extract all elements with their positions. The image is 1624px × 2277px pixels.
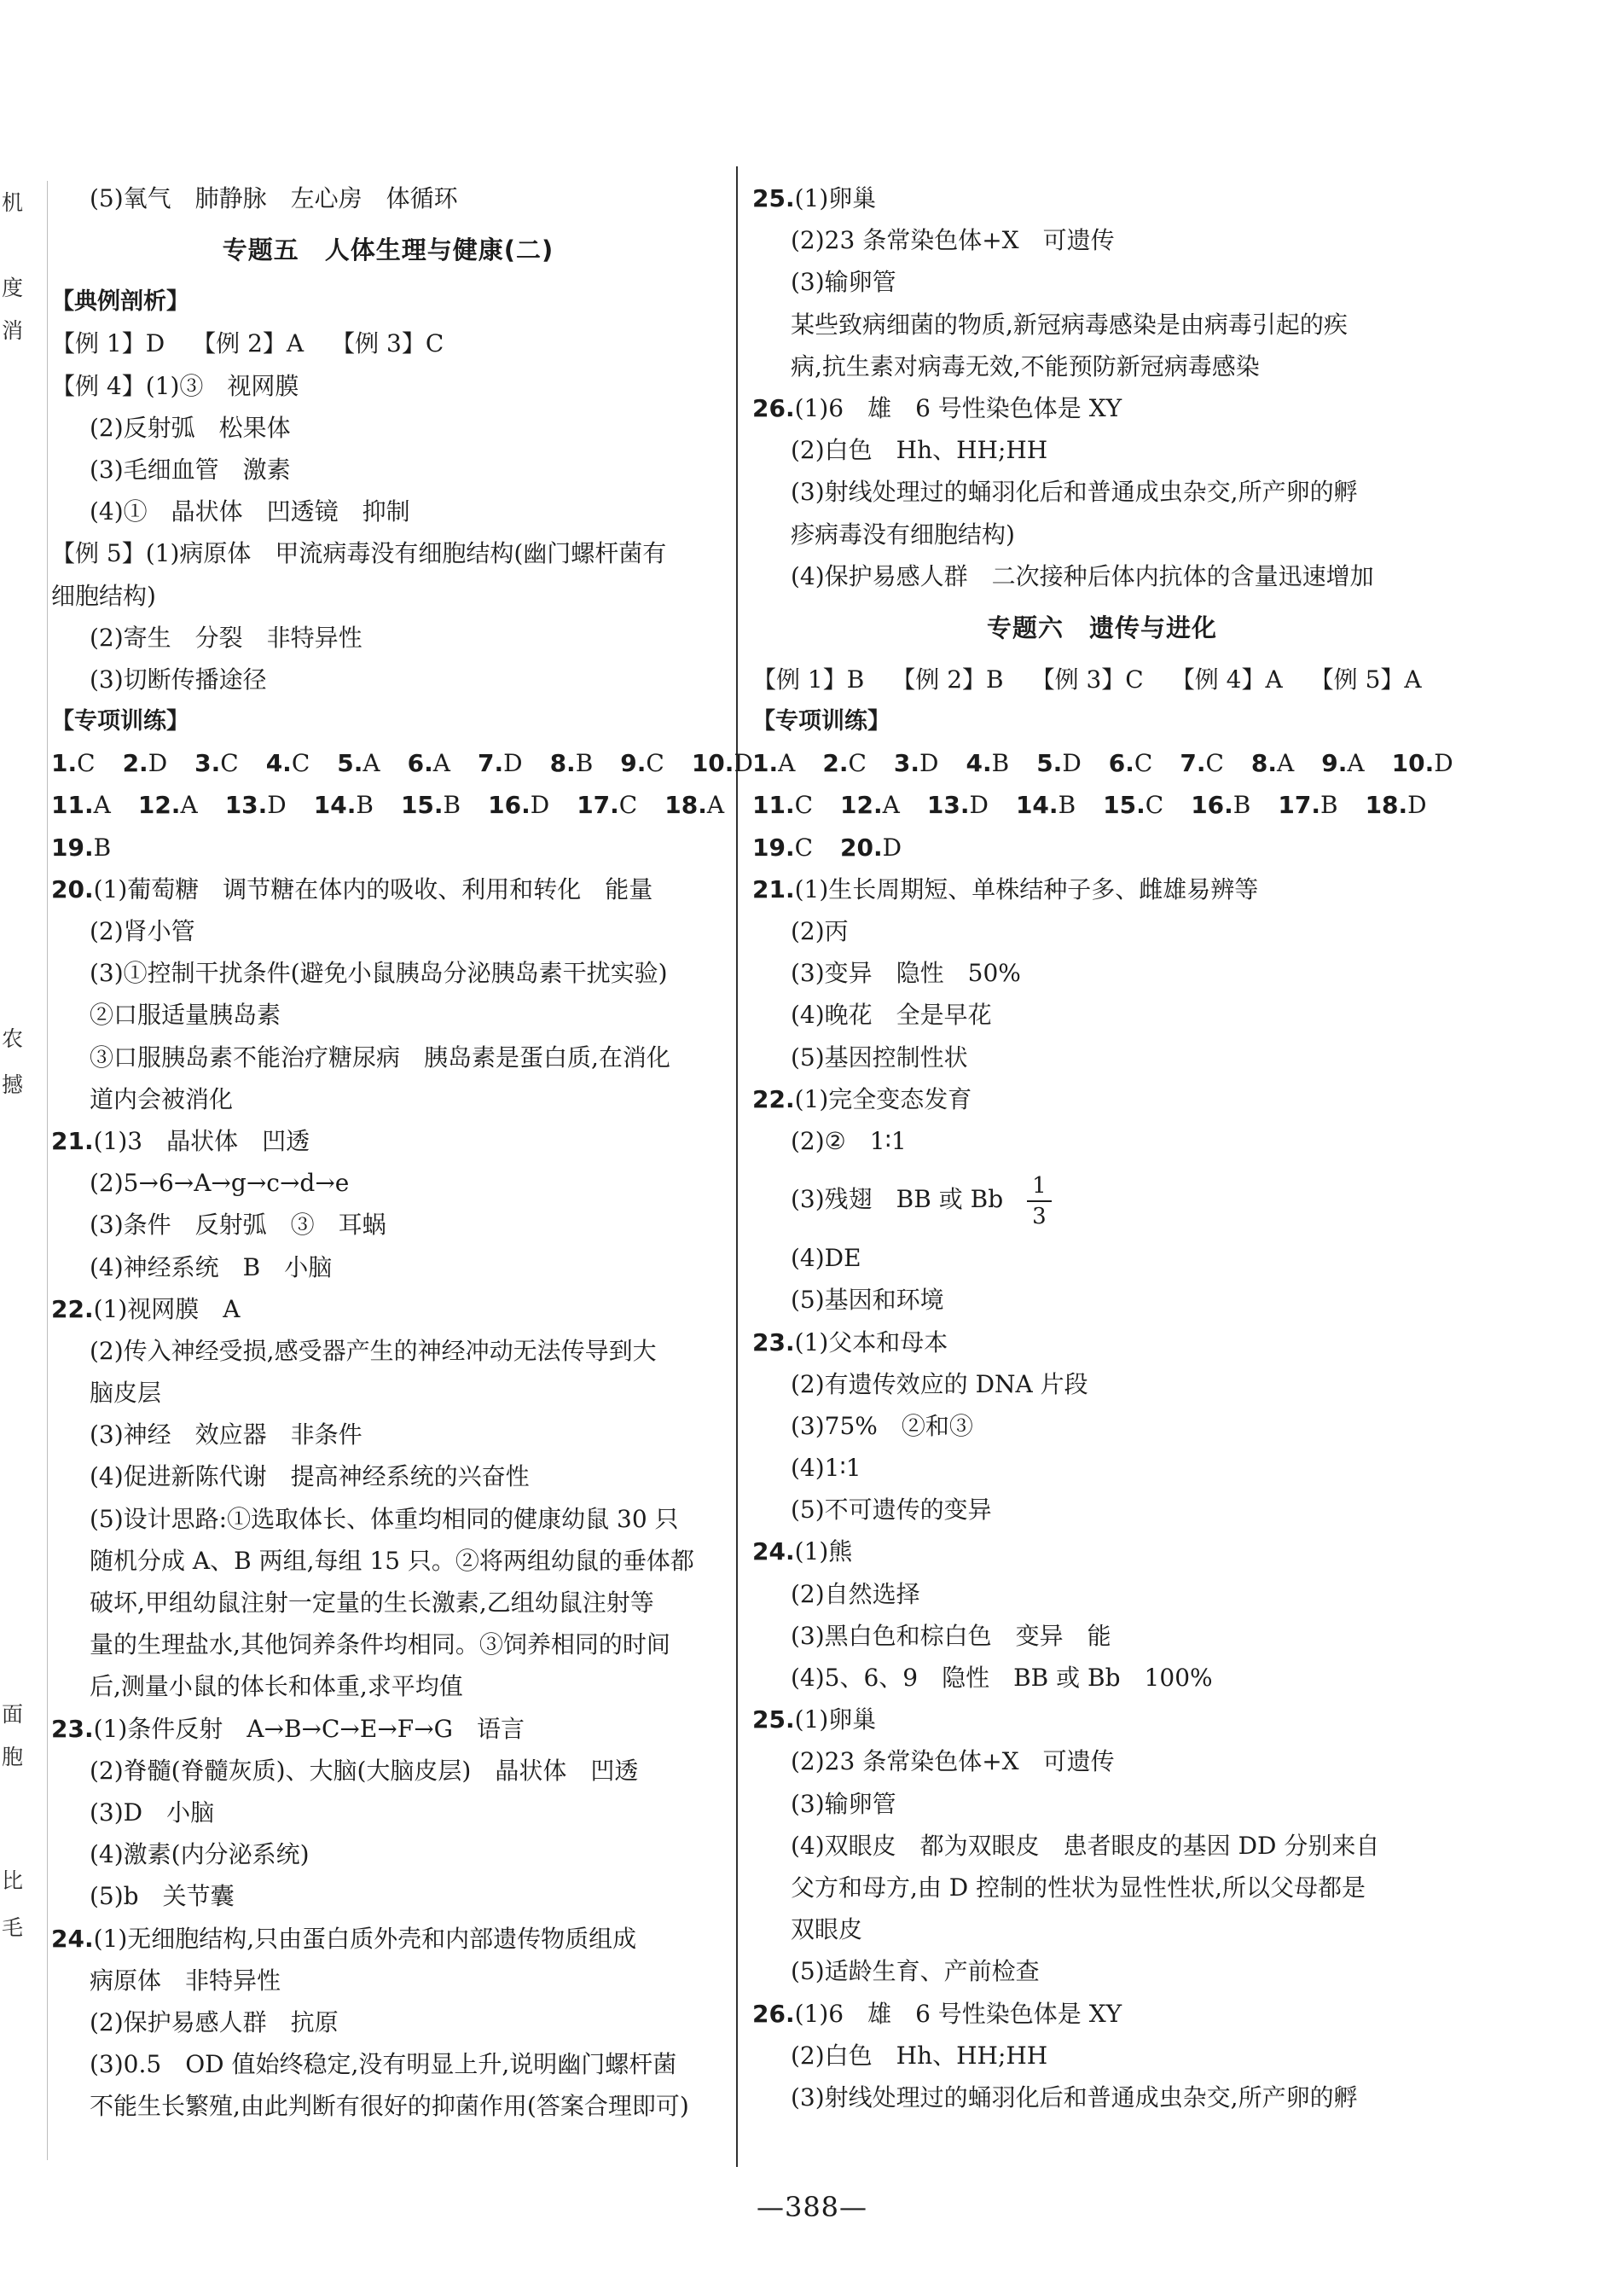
answer-choice: C	[1205, 749, 1224, 778]
answer-line: (5)基因控制性状	[791, 1043, 968, 1072]
answer-choice: B	[991, 749, 1010, 778]
example-answer: 【例 4】A	[1170, 665, 1283, 694]
mc-answer-row	[752, 827, 1452, 868]
edge-char: 面	[2, 1702, 24, 1727]
fraction	[1027, 1171, 1052, 1231]
edge-char: 撼	[2, 1072, 24, 1097]
mc-answer	[194, 742, 239, 784]
question-number: 20.	[840, 833, 883, 862]
mc-answer	[123, 742, 168, 784]
example-answer: 【例 2】A	[192, 329, 304, 358]
edge-char: 消	[2, 318, 24, 343]
question-number: 10.	[1391, 749, 1435, 778]
example-answer: 【例 2】B	[891, 665, 1004, 694]
answer-line: (2)有遗传效应的 DNA 片段	[791, 1369, 1088, 1398]
mc-answer	[927, 784, 989, 826]
answer-line: (3)切断传播途径	[90, 665, 267, 694]
answer-line: 病原体 非特异性	[90, 1966, 281, 1995]
question-number: 4.	[966, 749, 992, 778]
question-number: 16.	[1191, 791, 1233, 820]
right-column	[752, 177, 1452, 2118]
answer-choice: B	[1058, 791, 1076, 820]
answer-line: 双眼皮	[791, 1915, 863, 1944]
answer-line: (3)射线处理过的蛹羽化后和普通成虫杂交,所产卵的孵	[791, 2082, 1358, 2111]
answer-line: 疹病毒没有细胞结构)	[791, 520, 1015, 549]
answer-choice: B	[575, 749, 594, 778]
answer-text: (1)条件反射 A→B→C→E→F→G 语言	[93, 1714, 525, 1743]
question-number: 6.	[1108, 749, 1134, 778]
question-number: 2.	[822, 749, 849, 778]
answer-line: (3)D 小脑	[90, 1798, 215, 1827]
answer-choice: D	[882, 833, 902, 862]
answer-line: (5)b 关节囊	[90, 1882, 235, 1911]
answer-choice: A	[432, 749, 450, 778]
mc-answer	[1191, 784, 1250, 826]
edge-char: 机	[2, 190, 24, 215]
mc-answer	[577, 784, 637, 826]
mc-answer	[408, 742, 450, 784]
question-number: 14.	[1015, 791, 1058, 820]
mc-answer	[1251, 742, 1294, 784]
answer-line: (3)毛细血管 激素	[90, 455, 291, 484]
mc-answer	[51, 784, 111, 826]
answer-line	[752, 1162, 1452, 1237]
answer-line: (2)传入神经受损,感受器产生的神经冲动无法传导到大	[90, 1336, 657, 1365]
question-number: 8.	[1250, 749, 1278, 778]
answer-choice: C	[77, 749, 96, 778]
answer-line: (4)双眼皮 都为双眼皮 患者眼皮的基因 DD 分别来自	[791, 1831, 1380, 1860]
edge-char: 比	[2, 1868, 24, 1893]
question-number: 16.	[488, 791, 531, 820]
answer-choice: C	[291, 749, 310, 778]
mc-answer	[822, 742, 867, 784]
answer-line: (3)射线处理过的蛹羽化后和普通成虫杂交,所产卵的孵	[791, 478, 1358, 507]
mc-answer	[401, 784, 461, 826]
example-answer: 【例 3】C	[331, 329, 444, 358]
answer-line: 父方和母方,由 D 控制的性状为显性性状,所以父母都是	[791, 1873, 1366, 1902]
question-number: 7.	[477, 749, 504, 778]
question-number: 12.	[137, 791, 181, 820]
question-number: 4.	[265, 749, 292, 778]
answer-choice: D	[1434, 749, 1453, 778]
section-heading: 【专项训练】	[752, 708, 890, 735]
answer-line: (3)75% ②和③	[791, 1411, 973, 1440]
question-number: 20.	[51, 874, 94, 903]
question-number: 23.	[752, 1327, 795, 1356]
answer-line: (3)变异 隐性 50%	[791, 959, 1021, 988]
fraction-denominator: 3	[1032, 1203, 1047, 1229]
answer-line: (4)神经系统 B 小脑	[90, 1252, 333, 1281]
example-answer: 【例 5】A	[1309, 665, 1422, 694]
answer-text: (1)6 雄 6 号性染色体是 XY	[794, 1999, 1122, 2028]
question-number: 15.	[400, 791, 444, 820]
question-number: 24.	[752, 1537, 795, 1566]
mc-answer	[1016, 784, 1076, 826]
answer-choice: B	[1320, 791, 1338, 820]
answer-line: (3)①控制干扰条件(避免小鼠胰岛分泌胰岛素干扰实验)	[90, 959, 668, 988]
answer-choice: D	[1062, 749, 1082, 778]
answer-line	[51, 1708, 725, 1750]
mc-answer	[1366, 784, 1427, 826]
answer-choice: A	[882, 791, 900, 820]
answer-choice: D	[919, 749, 939, 778]
example-answers	[51, 322, 725, 364]
mc-answer	[225, 784, 287, 826]
mc-answer	[1109, 742, 1153, 784]
edge-char: 度	[2, 276, 24, 300]
mc-answer	[337, 742, 380, 784]
question-number: 9.	[620, 749, 647, 778]
answer-choice: C	[794, 791, 814, 820]
answer-line: 【例 5】(1)病原体 甲流病毒没有细胞结构(幽门螺杆菌有	[51, 539, 667, 568]
question-number: 26.	[752, 393, 795, 422]
answer-line: (3)条件 反射弧 ③ 耳蜗	[90, 1211, 386, 1240]
answer-choice: D	[530, 791, 550, 820]
answer-line: (5)基因和环境	[791, 1286, 944, 1315]
answer-choice: A	[180, 791, 198, 820]
mc-answer-row	[752, 742, 1452, 784]
page-number: —388—	[756, 2191, 868, 2223]
mc-answer	[840, 827, 902, 868]
section-heading: 【典例剖析】	[51, 288, 189, 316]
answer-line: (4)DE	[791, 1244, 861, 1273]
question-number: 5.	[1036, 749, 1063, 778]
question-number: 13.	[224, 791, 268, 820]
question-number: 12.	[840, 791, 883, 820]
mc-answer	[1103, 784, 1163, 826]
question-number: 25.	[752, 1705, 795, 1734]
answer-line: 某些致病细菌的物质,新冠病毒感染是由病毒引起的疾	[791, 310, 1348, 339]
answer-line: 后,测量小鼠的体长和体重,求平均值	[90, 1672, 463, 1701]
answer-line	[752, 177, 1452, 219]
answer-line: (2)5→6→A→g→c→d→e	[90, 1169, 350, 1198]
question-number: 8.	[549, 749, 576, 778]
answer-line: (2)脊髓(脊髓灰质)、大脑(大脑皮层) 晶状体 凹透	[90, 1756, 639, 1785]
answer-choice: B	[356, 791, 374, 820]
answer-line: 道内会被消化	[90, 1084, 234, 1113]
answer-choice: C	[1145, 791, 1164, 820]
answer-line: (5)适龄生育、产前检查	[791, 1957, 1040, 1986]
section-title: 专题五 人体生理与健康(二)	[222, 235, 554, 265]
answer-line: ③口服胰岛素不能治疗糖尿病 胰岛素是蛋白质,在消化	[90, 1043, 670, 1072]
mc-answer	[752, 742, 795, 784]
answer-choice: D	[148, 749, 168, 778]
answer-line: (3)输卵管	[791, 268, 896, 297]
question-number: 1.	[752, 749, 779, 778]
answer-choice: C	[848, 749, 867, 778]
answer-text: (1)6 雄 6 号性染色体是 XY	[794, 393, 1122, 422]
question-number: 6.	[407, 749, 433, 778]
answer-text: (1)父本和母本	[794, 1327, 948, 1356]
question-number: 10.	[691, 749, 734, 778]
mc-answer	[314, 784, 374, 826]
answer-line: (3)输卵管	[791, 1789, 896, 1818]
mc-answer	[620, 742, 664, 784]
answer-line: 随机分成 A、B 两组,每组 15 只。②将两组幼鼠的垂体都	[90, 1546, 694, 1575]
question-number: 25.	[752, 184, 795, 212]
answer-line: (2)② 1∶1	[791, 1126, 907, 1155]
mc-answer	[1036, 742, 1082, 784]
example-answer: 【例 1】D	[51, 329, 165, 358]
column-divider	[736, 166, 738, 2167]
answer-line: (2)白色 Hh、HH;HH	[791, 436, 1048, 465]
answer-line	[51, 868, 725, 910]
answer-line: (5)氧气 肺静脉 左心房 体循环	[90, 184, 458, 212]
answer-line: ②口服适量胰岛素	[90, 1001, 281, 1030]
answer-line	[51, 1918, 725, 1960]
answer-choice: D	[503, 749, 523, 778]
section-title: 专题六 遗传与进化	[986, 613, 1217, 642]
question-number: 2.	[122, 749, 148, 778]
question-number: 18.	[1365, 791, 1408, 820]
mc-answer	[752, 784, 813, 826]
left-margin-rule	[47, 181, 48, 2160]
edge-char: 毛	[2, 1915, 24, 1940]
answer-line: (3)黑白色和棕白色 变异 能	[791, 1621, 1111, 1650]
answer-line	[51, 1288, 725, 1330]
edge-char: 胞	[2, 1745, 24, 1769]
answer-choice: C	[646, 749, 664, 778]
answer-line: (2)寄生 分裂 非特异性	[90, 623, 362, 652]
answer-text: (1)完全变态发育	[794, 1084, 972, 1113]
mc-answer	[1392, 742, 1453, 784]
question-number: 23.	[51, 1714, 94, 1743]
answer-line	[752, 1993, 1452, 2035]
question-number: 22.	[752, 1084, 795, 1113]
answer-line: (2)肾小管	[90, 917, 195, 945]
answer-choice: A	[706, 791, 725, 820]
answer-choice: A	[1347, 749, 1365, 778]
answer-line: (4)保护易感人群 二次接种后体内抗体的含量迅速增加	[791, 561, 1374, 590]
question-number: 24.	[51, 1924, 94, 1953]
answer-choice: D	[267, 791, 287, 820]
answer-text: (1)熊	[794, 1537, 853, 1566]
answer-line: 病,抗生素对病毒无效,不能预防新冠病毒感染	[791, 351, 1260, 380]
mc-answer	[966, 742, 1010, 784]
answer-line: (4)促进新陈代谢 提高神经系统的兴奋性	[90, 1462, 530, 1491]
answer-line: 破坏,甲组幼鼠注射一定量的生长激素,乙组幼鼠注射等	[90, 1589, 654, 1617]
answer-line: (2)23 条常染色体+X 可遗传	[791, 1747, 1115, 1776]
answer-text: (1)卵巢	[794, 1705, 877, 1734]
answer-choice: C	[220, 749, 239, 778]
question-number: 5.	[337, 749, 363, 778]
answer-line: 不能生长繁殖,由此判断有很好的抑菌作用(答案合理即可)	[90, 2092, 689, 2121]
question-number: 15.	[1103, 791, 1146, 820]
answer-line: (5)不可遗传的变异	[791, 1496, 992, 1525]
mc-answer	[488, 784, 549, 826]
answer-choice: C	[794, 833, 814, 862]
question-number: 3.	[893, 749, 920, 778]
answer-choice: C	[618, 791, 638, 820]
answer-line: (2)保护易感人群 抗原	[90, 2007, 339, 2036]
mc-answer-row	[51, 827, 725, 868]
answer-line: 细胞结构)	[51, 581, 156, 610]
answer-choice: A	[1277, 749, 1295, 778]
answer-line: 脑皮层	[90, 1379, 162, 1408]
mc-answer	[752, 827, 813, 868]
answer-line	[752, 1078, 1452, 1120]
mc-answer	[51, 827, 111, 868]
answer-line: 量的生理盐水,其他饲养条件均相同。③饲养相同的时间	[90, 1630, 670, 1659]
answer-line	[752, 868, 1452, 910]
answer-text: (1)3 晶状体 凹透	[93, 1126, 310, 1155]
example-answer: 【例 3】C	[1030, 665, 1144, 694]
mc-answer	[664, 784, 724, 826]
left-column	[51, 177, 753, 2127]
answer-line: (4)① 晶状体 凹透镜 抑制	[90, 497, 410, 526]
answer-line	[51, 1120, 725, 1162]
question-number: 17.	[1278, 791, 1320, 820]
mc-answer	[894, 742, 939, 784]
question-number: 17.	[577, 791, 619, 820]
answer-choice: D	[734, 749, 753, 778]
answer-text: (1)视网膜 A	[93, 1294, 241, 1323]
answer-line	[752, 1531, 1452, 1572]
answer-line: (3)0.5 OD 值始终稳定,没有明显上升,说明幽门螺杆菌	[90, 2050, 677, 2079]
answer-line	[752, 387, 1452, 429]
answer-choice: A	[778, 749, 796, 778]
fraction-numerator: 1	[1027, 1171, 1052, 1202]
question-number: 22.	[51, 1294, 94, 1323]
answer-choice: A	[93, 791, 111, 820]
mc-answer-row	[51, 742, 753, 784]
mc-answer	[550, 742, 594, 784]
question-number: 11.	[752, 791, 795, 820]
mc-answer	[266, 742, 310, 784]
answer-line: (3)神经 效应器 非条件	[90, 1420, 362, 1449]
question-number: 26.	[752, 1999, 795, 2028]
question-number: 18.	[664, 791, 707, 820]
answer-choice: C	[1134, 749, 1153, 778]
answer-line: 【例 4】(1)③ 视网膜	[51, 371, 299, 400]
mc-answer	[692, 742, 753, 784]
answer-choice: B	[443, 791, 461, 820]
question-number: 14.	[313, 791, 357, 820]
answer-line: (4)5、6、9 隐性 BB 或 Bb 100%	[791, 1664, 1213, 1692]
answer-line: (2)反射弧 松果体	[90, 413, 291, 442]
answer-line	[752, 1321, 1452, 1363]
answer-text: (1)生长周期短、单株结种子多、雌雄易辨等	[794, 874, 1259, 903]
answer-line: (4)1∶1	[791, 1454, 861, 1483]
answer-line: (2)自然选择	[791, 1579, 920, 1608]
mc-answer-row	[752, 784, 1452, 826]
answer-choice: A	[362, 749, 380, 778]
answer-line: (4)激素(内分泌系统)	[90, 1840, 310, 1869]
mc-answer	[478, 742, 523, 784]
question-number: 9.	[1321, 749, 1348, 778]
answer-line: (5)设计思路:①选取体长、体重均相同的健康幼鼠 30 只	[90, 1504, 679, 1533]
answer-line: (2)白色 Hh、HH;HH	[791, 2041, 1048, 2070]
answer-choice: D	[1407, 791, 1427, 820]
answer-choice: D	[969, 791, 989, 820]
mc-answer	[138, 784, 198, 826]
question-number: 11.	[51, 791, 94, 820]
example-answer: 【例 1】B	[752, 665, 865, 694]
question-number: 13.	[926, 791, 970, 820]
answer-line: (4)晚花 全是早花	[791, 1001, 992, 1030]
answer-text: (1)卵巢	[794, 184, 877, 212]
question-number: 21.	[51, 1126, 94, 1155]
answer-text: (3)残翅 BB 或 Bb	[791, 1185, 1004, 1214]
mc-answer	[1180, 742, 1224, 784]
mc-answer	[1321, 742, 1364, 784]
answer-text: (1)无细胞结构,只由蛋白质外壳和内部遗传物质组成	[93, 1924, 637, 1953]
answer-line: (2)丙	[791, 917, 849, 945]
edge-char: 农	[2, 1026, 24, 1051]
question-number: 19.	[752, 833, 795, 862]
answer-text: (1)葡萄糖 调节糖在体内的吸收、利用和转化 能量	[93, 874, 653, 903]
section-heading: 【专项训练】	[51, 708, 189, 735]
answer-choice: B	[1232, 791, 1251, 820]
mc-answer	[840, 784, 900, 826]
question-number: 7.	[1180, 749, 1206, 778]
answer-line: (2)23 条常染色体+X 可遗传	[791, 226, 1115, 255]
mc-answer	[1278, 784, 1337, 826]
question-number: 1.	[51, 749, 78, 778]
answer-line	[752, 1699, 1452, 1740]
question-number: 21.	[752, 874, 795, 903]
answer-choice: B	[93, 833, 112, 862]
mc-answer	[51, 742, 96, 784]
mc-answer-row	[51, 784, 725, 826]
example-answers	[752, 659, 1452, 700]
question-number: 3.	[194, 749, 221, 778]
question-number: 19.	[51, 833, 94, 862]
